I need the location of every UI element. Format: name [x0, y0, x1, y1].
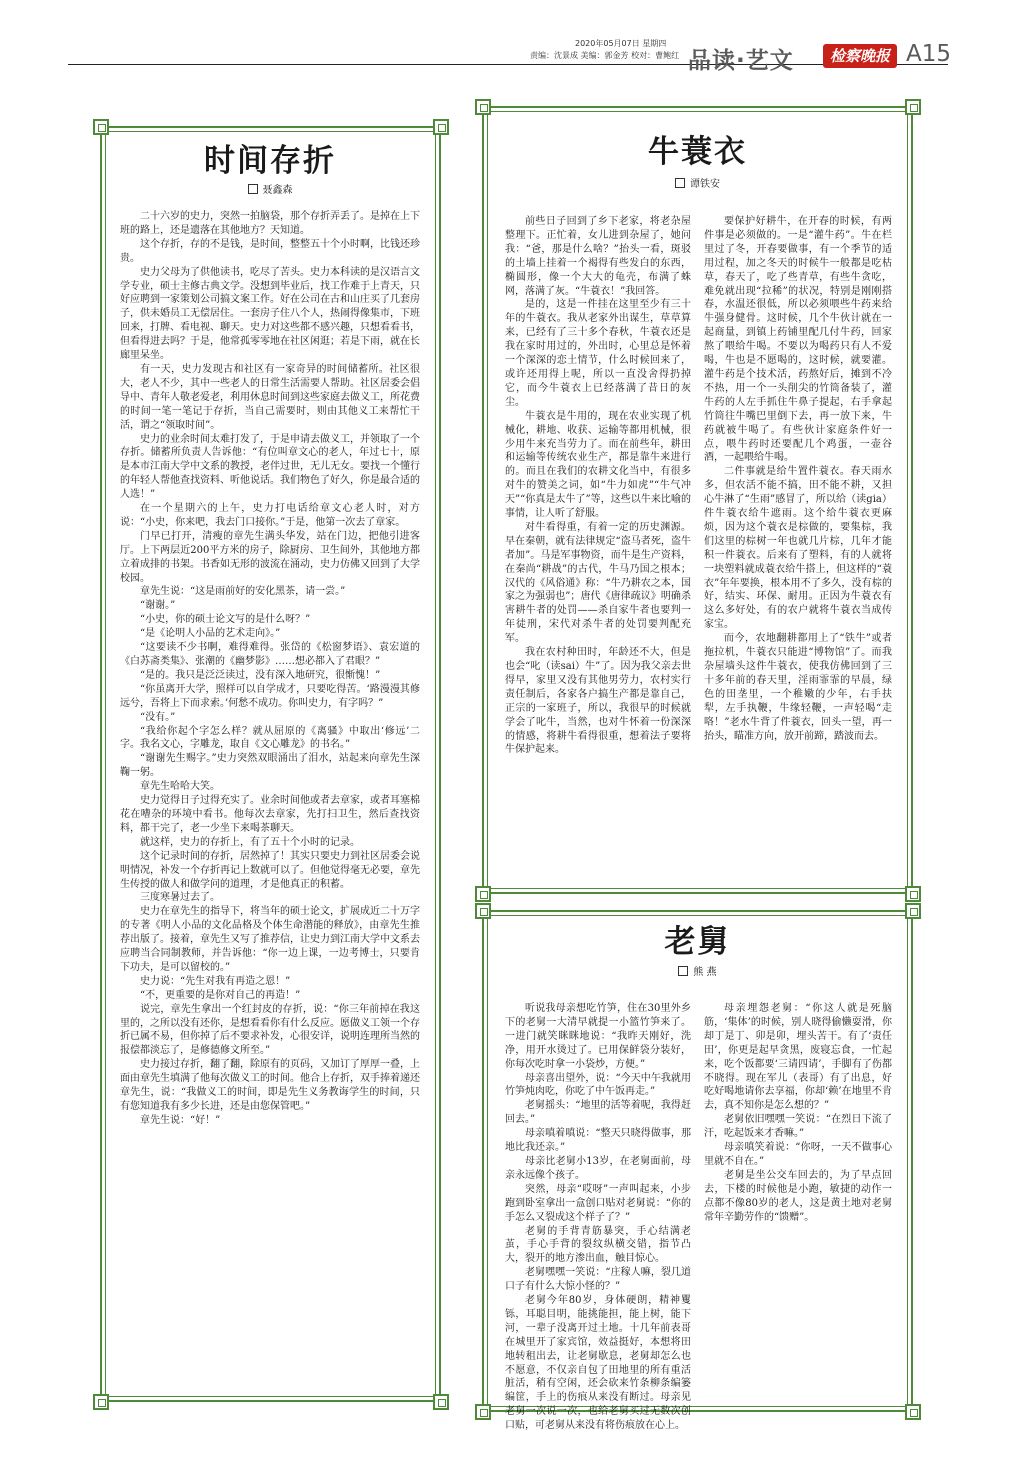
article-body-column-left [505, 1002, 691, 1432]
body-paragraph: “这要读不少书啊，难得难得。张岱的《松窗梦语》、袁宏道的《白苏斋类集》、张潮的《幽梦影》……想必都入了君眼？” [120, 642, 420, 667]
body-paragraph: 章先生哈哈大笑。 [140, 781, 220, 793]
article-byline [490, 175, 905, 190]
body-paragraph: 史力觉得日子过得充实了。业余时间他或者去章家，或者耳塞棉花在嘈杂的环境中看书。他每次去章家，先打扫卫生，然后查找资料，都干完了，老一少坐下来喝茶聊天。 [120, 795, 420, 834]
article-body-column-right [704, 1002, 892, 1397]
body-paragraph: 二件事就是给牛置件蓑衣。春天雨水多，但农活不能不搞，田不能不耕，又担心牛淋了“生雨”感冒了，所以给（读gia）件牛蓑衣给牛遮雨。这个给牛蓑衣更麻烦，因为这个蓑衣是棕做的，要集棕，我们这里的棕树一年也就几片棕，几年才能积一件蓑衣。后来有了塑料，有的人就将一块塑料就成蓑衣给牛搭上，但这样的“蓑衣”年年要换，根本用不了多久，没有棕的好，结实、环保、耐用。正因为牛蓑衣有这么多好处，有的农户就将牛蓑衣当成传家宝。 [704, 466, 892, 631]
body-paragraph: 史力在章先生的指导下，将当年的硕士论文，扩展成近二十万字的专著《明人小品的文化品格及个体生命潜能的释放》，由章先生推荐出版了。接着，章先生又写了推荐信，让史力到江南大学中文系去应聘当合同制教师，并告诉他：“你一边上课，一边考博士，只要肯下功夫，是可以留校的。” [120, 906, 420, 973]
body-paragraph: 老舅今年80岁，身体硬朗，精神矍铄，耳聪目明，能挑能担，能上树，能下河，一辈子没离开过土地。十几年前表哥在城里开了家宾馆，效益挺好，本想将田地转租出去，让老舅歇息，老舅却怎么也不愿意，不仅亲自包了田地里的所有重活脏活，稍有空闲，还会砍来竹条柳条编篓编筐，手上的伤痕从来没有断过。母亲见老舅一次说一次，也给老舅买过无数次创口贴，可老舅从来没有将伤痕放在心上。 [505, 1295, 691, 1432]
article-title: 时间存折 [204, 143, 336, 179]
body-paragraph: 有一天，史力发现古和社区有一家奇异的时间储蓄所。社区很大，老人不少，其中一些老人的日常生活需要人帮助。社区居委会倡导中、青年人敬老爱老，利用休息时间到这些家庭去做义工，所花费的时间一笔一笔记于存折，当自己需要时，则由其他义工来帮忙干活，谓之“领取时间”。 [120, 363, 420, 431]
body-paragraph: 母亲埋怨老舅：“你这人就是死脑筋，‘集体’的时候，别人晓得偷懒耍滑，你却丁是丁、卯是卯，埋头苦干。有了‘责任田’，你更是起早贪黑，废寝忘食，一忙起来，吃个饭都要‘三请四请’，手脚有了伤都不晓得。现在军儿（表哥）有了出息，好吃好喝地请你去享福，你却‘赖’在地里不肯去，真不知你是怎么想的？” [704, 1003, 892, 1112]
frame-corner-ornament [93, 119, 109, 135]
frame-corner-ornament [905, 903, 921, 919]
body-paragraph: 就这样，史力的存折上，有了五十个小时的记录。 [140, 836, 360, 848]
article-body-column-right [704, 215, 892, 873]
body-paragraph: 要保护好耕牛，在开春的时候，有两件事是必须做的。一是“灌牛药”。牛在栏里过了冬，开春要做事，有一个季节的适用过程，加之冬天的时候牛一般都是吃枯草，春天了，吃了些青草，有些牛贪吃，难免就出现“拉稀”的状况，特别是刚刚搭春，水温还很低，所以必须喂些牛药来给牛强身健骨。这时候，几个牛伙计就在一起商量，到镇上药铺里配几付牛药，回家熬了喂给牛喝。不要以为喝药只有人不爱喝，牛也是不愿喝的，这时候，就要灌。灌牛药是个技术活，药熬好后，摊到不冷不热，用一个一头削尖的竹筒备装了，灌牛药的人左手抓住牛鼻子提起，右手拿起竹筒往牛嘴巴里倒下去，再一放下来，牛药就被牛喝了。有些伙计家庭条件好一点，喂牛药时还要配几个鸡蛋，一壶谷酒，一起喂给牛喝。 [704, 216, 892, 464]
issue-date: 2020年05月07日 星期四 [575, 39, 667, 48]
body-paragraph: 老舅摇头：“地里的活等着呢，我得赶回去。” [505, 1100, 691, 1126]
frame-corner-ornament [475, 1404, 491, 1420]
body-paragraph: 牛蓑衣是牛用的，现在农业实现了机械化，耕地、收获、运输等都用机械，很少用牛来充当劳力了。而在前些年，耕田和运输等传统农业生产，都是靠牛来进行的。而且在我们的农耕文化当中，有很多对牛的赞美之词，如“牛力如虎”“牛气冲天”“你真是太牛了”等，这些以牛来比喻的事情，让人听了舒服。 [505, 410, 691, 520]
frame-corner-ornament [905, 99, 921, 115]
frame-corner-ornament [905, 1404, 921, 1420]
body-paragraph: 母亲喜出望外，说：“今天中午我就用竹笋炖肉吃，你吃了中午饭再走。” [505, 1072, 691, 1098]
body-paragraph: “不，更重要的是你对自己的再造！” [140, 989, 301, 1001]
byline-box-icon [678, 966, 688, 976]
newspaper-logo: 检察晚报 [823, 44, 897, 68]
body-paragraph: 是的，这是一件挂在这里至少有三十年的牛蓑衣。我从老家外出谋生，草草算来，已经有了三十多个春秋，牛蓑衣还是我在家时用过的，外出时，心里总是怀着一个深深的恋土情节，什么时候回来了，或许还用得上呢，所以一直没舍得扔掉它，而今牛蓑衣上已经落满了昔日的灰尘。 [505, 299, 691, 408]
body-paragraph: “是的。我只是泛泛读过，没有深入地研究，很惭愧！” [140, 669, 381, 681]
body-paragraph: “谢谢先生赐字。”史力突然双眼涌出了泪水，站起来向章先生深鞠一躬。 [120, 753, 420, 779]
body-paragraph: “是《论明人小品的艺术走向》。” [140, 628, 281, 640]
frame-corner-ornament [433, 1394, 449, 1410]
body-paragraph: 这个记录时间的存折，居然掉了！其实只要史力到社区居委会说明情况，补发一个存折再记上数就可以了。但他觉得毫无必要，章先生传授的做人和做学问的道理，才是他真正的积蓄。 [120, 850, 420, 890]
body-paragraph: 门早已打开，清瘦的章先生满头华发，站在门边，把他引进客厅。上下两层近200平方米的房子，除厨房、卫生间外，其他地方都立着成排的书架。书香如无形的波流在涌动，史力仿佛又回到了大学校园。 [120, 530, 420, 584]
body-paragraph: 在一个星期六的上午，史力打电话给章文心老人时，对方说：“小史，你来吧，我去门口接你。”于是，他第一次去了章家。 [120, 503, 420, 528]
page-number: A15 [906, 41, 952, 67]
body-paragraph: 前些日子回到了乡下老家，将老杂屋整理下。正忙着，女儿进到杂屋了，她问我：“爸，那是什么啥？”抬头一看，斑驳的土墙上挂着一个褐得有些发白的东西，椭圆形，像一个大大的龟壳，布满了蛛网，落满了灰。“牛蓑衣！”我回答。 [505, 216, 691, 297]
body-paragraph: 母亲嗔笑着说：“你呀，一天不做事心里就不自在。” [704, 1142, 892, 1167]
article-body-column-left [505, 215, 691, 873]
body-paragraph: “我给你起个字怎么样？就从屈原的《离骚》中取出‘修远’二字。我名文心，字雕龙，取自《文心雕龙》的书名。” [120, 725, 420, 751]
body-paragraph: 三度寒暑过去了。 [140, 892, 220, 904]
body-paragraph: 老舅依旧嘿嘿一笑说：“在烈日下流了汗，吃起饭来才香嘛。” [704, 1114, 892, 1140]
body-paragraph: “你虽离开大学，照样可以自学成才，只要吃得苦。‘路漫漫其修远兮，吾将上下而求索。’何愁不成功。你叫史力，有字吗？” [120, 683, 420, 709]
body-paragraph: 章先生说：“好！” [140, 1114, 221, 1126]
article-body-column [120, 210, 420, 1395]
body-paragraph: 史力的业余时间太难打发了，于是申请去做义工，并领取了一个存折。储蓄所负责人告诉他：“有位叫章文心的老人，年过七十，原是本市江南大学中文系的教授，老伴过世，无儿无女。要找一个懂行的年轻人帮他查找资料、听他说话。我们物色了好久，你是最合适的人选！” [120, 433, 420, 501]
editor-credits: 责编：沈景成 美编：郭金芳 校对：曹鲍红 [530, 51, 680, 60]
article-title: 牛蓑衣 [648, 134, 747, 170]
frame-corner-ornament [905, 886, 921, 902]
frame-corner-ornament [475, 903, 491, 919]
body-paragraph: 老舅嘿嘿一笑说：“庄稼人嘛，裂几道口子有什么大惊小怪的？” [505, 1267, 691, 1293]
body-paragraph: 史力接过存折，翻了翻，除原有的页码，又加订了厚厚一叠，上面由章先生填满了他每次做义工的时间。他合上存折，双手捧着递还章先生，说：“我做义工的时间，即是先生义务教诲学生的时间，只有您知道我有多少长进，还是由您保管吧。” [120, 1059, 420, 1112]
author-name: 聂鑫森 [262, 185, 293, 196]
frame-corner-ornament [93, 1394, 109, 1410]
body-paragraph: 史力说：“先生对我有再造之恩！” [140, 975, 291, 987]
body-paragraph: “没有。” [140, 711, 176, 723]
body-paragraph: 突然，母亲“哎呀”一声叫起来，小步跑到卧室拿出一盒创口贴对老舅说：“你的手怎么又裂成这个样子了？” [505, 1183, 691, 1223]
body-paragraph: 听说我母亲想吃竹笋，住在30里外乡下的老舅一大清早就提一小篮竹笋来了。一进门就笑眯眯地说：“我昨天刚好，洗净，用开水烫过了。已用保鲜袋分装好，你每次吃时拿一小袋炒，方便。” [505, 1003, 691, 1070]
author-name: 谭铁安 [690, 179, 720, 190]
section-title: 品读·艺文 [688, 48, 794, 74]
body-paragraph: “小史，你的硕士论文写的是什么呀？” [140, 614, 311, 626]
body-paragraph: 老舅的手背青筋暴突，手心结满老茧，手心手背的裂纹纵横交错，指节凸大，裂开的地方渗出血，触目惊心。 [505, 1225, 691, 1265]
body-paragraph: 老舅是坐公交车回去的，为了早点回去，下楼的时候他是小跑，敏捷的动作一点都不像80岁的老人，这是黄土地对老舅常年辛勤劳作的“馈赠”。 [704, 1169, 892, 1223]
body-paragraph: 章先生说：“这是雨前好的安化黑茶，请一尝。” [140, 586, 346, 598]
body-paragraph: 史力父母为了供他读书，吃尽了苦头。史力本科读的是汉语言文学专业，硕士主修古典文学。没想到毕业后，找工作难于上青天，只好应聘到一家策划公司搞文案工作。好在公司在古和山庄买了几套房子，供未婚员工无偿居住。一套房子住八个人，热闹得像集市，下班回来，打牌、看电视、聊天。史力对这些都不感兴趣，只想看看书，但看得进去吗？于是，他常孤零零地在社区闲逛；若是下雨，就在长廊里呆坐。 [120, 266, 420, 362]
article-byline [490, 963, 905, 978]
header-rule [68, 64, 948, 65]
body-paragraph: 二十六岁的史力，突然一拍脑袋，那个存折弄丢了。是掉在上下班的路上，还是遗落在其他地方？天知道。 [120, 211, 420, 236]
byline-box-icon [675, 178, 685, 188]
body-paragraph: 这个存折，存的不是钱，是时间，整整五十个小时啊，比钱还珍贵。 [120, 238, 420, 264]
author-name: 熊 燕 [693, 967, 717, 978]
frame-corner-ornament [475, 99, 491, 115]
body-paragraph: 母亲嗔着嗔说：“整天只晓得做事，那地比我还亲。” [505, 1128, 691, 1154]
byline-box-icon [248, 184, 258, 194]
body-paragraph: 说完，章先生拿出一个红封皮的存折，说：“你三年前掉在我这里的，之所以没有还你，是想看看你有什么反应。愿做义工领一个存折已属不易，但你掉了后不要求补发，心很安详，说明连理所当然的报偿都淡忘了，是修德修文所至。” [120, 1003, 420, 1057]
article-title: 老舅 [664, 924, 731, 960]
article-byline [110, 181, 430, 196]
body-paragraph: 母亲比老舅小13岁，在老舅面前，母亲永远像个孩子。 [505, 1155, 691, 1181]
body-paragraph: 而今，农地翻耕都用上了“铁牛”或者拖拉机，牛蓑衣只能进“博物馆”了。而我杂屋墙头这件牛蓑衣，使我仿佛回到了三十多年前的春天里，淫雨霏霏的早晨，绿色的田垄里，一个稚嫩的少年，右手扶犁，左手执鞭，牛缘轻鞭，一声轻喝“走咯！”老水牛背了件蓑衣，回头一望，再一抬头，瞄准方向，放开前蹄，踏波而去。 [704, 633, 892, 742]
body-paragraph: 对牛看得重，有着一定的历史渊源。早在秦朝，就有法律规定“盗马者死，盗牛者加”。马是军事物资，而牛是生产资料，在秦尚“耕战”的古代，牛马乃国之根本；汉代的《风俗通》称：“牛乃耕农之本，国家之为强弱也”；唐代《唐律疏议》明确杀害耕牛者的处罚——杀自家牛者也要判一年徒刑，宋代对杀牛者的处罚要判配充军。 [505, 521, 691, 645]
body-paragraph: 我在农村种田时，年龄还不大，但是也会“叱（读sai）牛”了。因为我父亲去世得早，家里又没有其他男劳力，农村实行责任制后，各家各户搞生产都是靠自己，正宗的一家班子，所以，我很早的时候就学会了叱牛，当然，也对牛怀着一份深深的情感，将耕牛看得很重，想着法子要将牛保护起来。 [505, 647, 691, 756]
body-paragraph: “谢谢。” [140, 600, 176, 612]
frame-corner-ornament [433, 119, 449, 135]
frame-corner-ornament [475, 886, 491, 902]
